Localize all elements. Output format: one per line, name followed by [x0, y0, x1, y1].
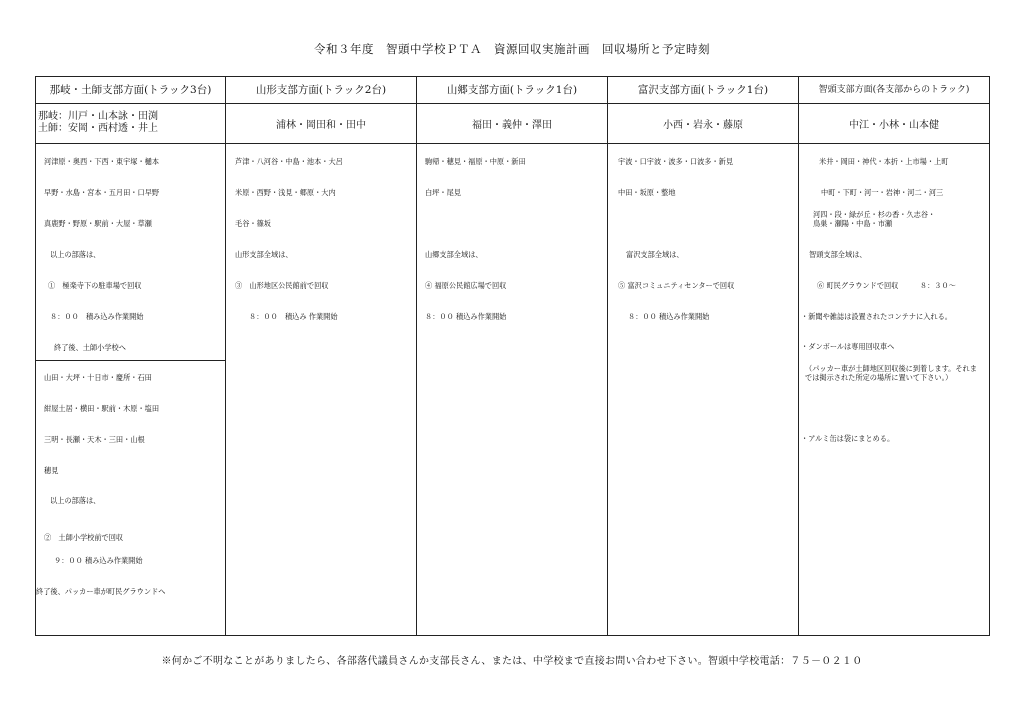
start-time: ８：００ 積み込み作業開始 — [50, 312, 144, 321]
collection-point: ⑤ 富沢コミュニティセンターで回収 — [618, 281, 735, 290]
village-list: 真鹿野・野原・駅前・大屋・草瀬 — [44, 219, 152, 228]
column-header: 山郷支部方面(トラック1台) — [417, 77, 607, 104]
village-list: 中田・坂原・整地 — [618, 188, 676, 197]
start-time: ８：００ 積込み作業開始 — [628, 312, 710, 321]
area-note: 以上の部落は、 — [50, 250, 101, 259]
footer-note: ※何かご不明なことがありましたら、各部落代議員さんか支部長さん、または、中学校まで直接お問い合わせ下さい。智頭中学校電話：７５－０２１０ — [161, 656, 863, 667]
column-tomisawa — [608, 77, 799, 635]
column-yamasato — [417, 77, 608, 635]
village-list: 白坪・尾見 — [425, 188, 461, 197]
area-note: 富沢支部全域は、 — [626, 250, 684, 259]
aluminum-note: ・アルミ缶は袋にまとめる。 — [801, 434, 895, 443]
collection-point: ② 土師小学校前で回収 — [44, 533, 124, 542]
after-note: 終了後、土師小学校へ — [54, 343, 126, 352]
column-members: 中江・小林・山本健 — [799, 104, 989, 144]
village-list: 毛谷・篠坂 — [235, 219, 271, 228]
cardboard-note: ・ダンボールは専用回収車へ — [801, 342, 895, 351]
column-nagi-haji — [36, 77, 226, 635]
column-members: 小西・岩永・藤原 — [608, 104, 798, 144]
members-haji: 土師：安岡・西村透・井上 — [38, 123, 158, 134]
village-list: 三明・長瀬・天木・三田・山根 — [44, 435, 145, 444]
collection-point: ⑥ 町民グラウンドで回収 ８：３０～ — [817, 281, 956, 290]
village-list: 紺屋土居・横田・駅前・木原・塩田 — [44, 404, 160, 413]
area-note: 智頭支部全域は、 — [809, 250, 867, 259]
area-note: 以上の部落は、 — [50, 496, 101, 505]
column-yamagata — [226, 77, 417, 635]
column-header: 山形支部方面(トラック2台) — [226, 77, 416, 104]
packer-note: （パッカー車が土師地区回収後に到着します。それまでは掲示された所定の場所に置いて下さい。） — [805, 364, 977, 382]
village-list: 河四・段・緑が丘・杉の香・久志谷・ — [813, 210, 936, 219]
column-header: 富沢支部方面(トラック1台) — [608, 77, 798, 104]
newspaper-note: ・新聞や雑誌は設置されたコンテナに入れる。 — [801, 312, 952, 321]
column-members: 浦林・岡田和・田中 — [226, 104, 416, 144]
village-list: 山田・大坪・十日市・慶所・石田 — [44, 373, 152, 382]
start-time: ８：００ 積込み作業開始 — [425, 312, 507, 321]
after-note: 終了後、パッカー車が町民グラウンドへ — [36, 587, 166, 596]
column-chizu — [799, 77, 989, 635]
schedule-table — [35, 76, 990, 636]
village-list: 米原・西野・浅見・郷原・大内 — [235, 188, 336, 197]
start-time: ８：００ 積込み 作業開始 — [249, 312, 338, 321]
area-note: 山郷支部全域は、 — [425, 250, 483, 259]
column-header: 那岐・土師支部方面(トラック3台) — [36, 77, 225, 104]
column-members: 福田・義仲・澤田 — [417, 104, 607, 144]
row-divider — [36, 360, 225, 361]
village-list: 中町・下町・河一・岩神・河二・河三 — [821, 188, 944, 197]
collection-point: ① 極楽寺下の駐車場で回収 — [48, 281, 142, 290]
collection-point: ④ 福原公民館広場で回収 — [425, 281, 507, 290]
column-members — [36, 104, 225, 144]
village-list: 穂見 — [44, 466, 59, 475]
village-list: 河津原・奥西・下西・東宇塚・樋本 — [44, 157, 160, 166]
column-header: 智頭支部方面(各支部からのトラック) — [799, 77, 989, 104]
village-list: 芦津・八河谷・中島・池本・大呂 — [235, 157, 343, 166]
members-nagi: 那岐：川戸・山本詠・田渕 — [38, 111, 158, 122]
village-list: 鳥巣・瀬陽・中島・市瀬 — [813, 219, 893, 228]
area-note: 山形支部全域は、 — [235, 250, 293, 259]
village-list: 早野・水島・宮本・五月田・口早野 — [44, 188, 160, 197]
collection-point: ③ 山形地区公民館前で回収 — [235, 281, 329, 290]
start-time: ９：００ 積み込み作業開始 — [54, 556, 143, 565]
village-list: 駒帰・穂見・福原・中原・新田 — [425, 157, 526, 166]
village-list: 宇波・口宇波・波多・口波多・新見 — [618, 157, 734, 166]
village-list: 米井・岡田・神代・本折・上市場・上町 — [819, 157, 949, 166]
page-title: 令和３年度 智頭中学校ＰＴＡ 資源回収実施計画 回収場所と予定時刻 — [314, 42, 710, 56]
